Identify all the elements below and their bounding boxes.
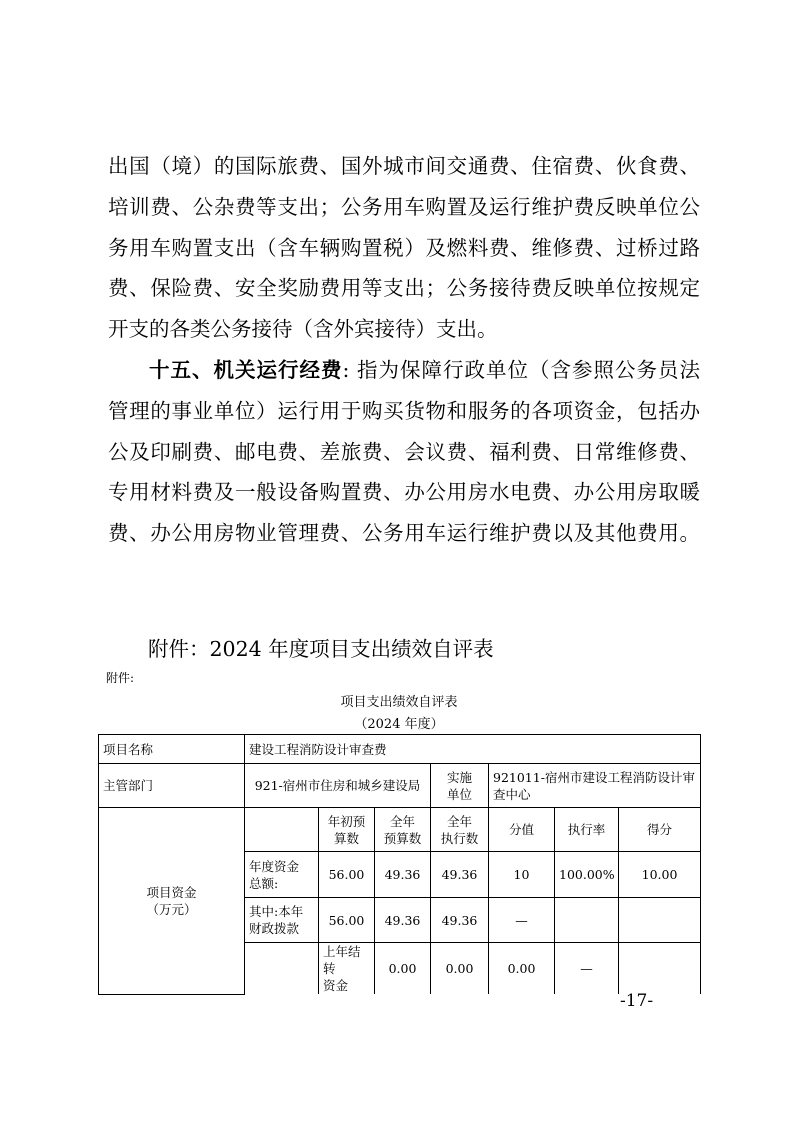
- page-number: -17-: [620, 991, 654, 1011]
- table-cell: 49.36: [375, 852, 431, 898]
- attachment-title: 附件：2024 年度项目支出绩效自评表: [148, 637, 494, 661]
- text-line: 费、办公用房物业管理费、公务用车运行维护费以及其他费用。: [108, 521, 700, 546]
- table-cell: 56.00: [319, 852, 375, 898]
- header-cell: [245, 808, 319, 852]
- table-title: 项目支出绩效自评表: [340, 695, 458, 710]
- section-15-paragraph: [108, 350, 700, 554]
- row-label: 其中:本年 财政拨款: [245, 898, 319, 943]
- text-line: 开支的各类公务接待（含外宾接待）支出。: [108, 317, 498, 342]
- impl-label: 实施 单位: [431, 764, 489, 808]
- project-name-value: 建设工程消防设计审查费: [245, 735, 701, 764]
- section-15-heading: 十五、机关运行经费: [149, 358, 343, 382]
- table-cell: [619, 943, 701, 995]
- header-cell: 年初预 算数: [319, 808, 375, 852]
- table-cell: 0.00: [431, 943, 489, 995]
- table-cell: [555, 898, 619, 943]
- text-line: 专用材料费及一般设备购置费、办公用房水电费、办公用房取暖: [108, 480, 700, 505]
- dept-label: 主管部门: [99, 764, 245, 808]
- text-line: 费、保险费、安全奖励费用等支出；公务接待费反映单位按规定: [108, 276, 700, 301]
- table-row: [99, 735, 701, 764]
- dept-value: 921-宿州市住房和城乡建设局: [245, 764, 431, 808]
- funds-label: 项目资金 （万元）: [99, 808, 245, 995]
- attachment-label: 附件:: [106, 671, 135, 685]
- header-cell: 全年 预算数: [375, 808, 431, 852]
- header-cell: 分值: [489, 808, 555, 852]
- text-line: 出国（境）的国际旅费、国外城市间交通费、住宿费、伙食费、: [108, 154, 700, 178]
- header-cell: 执行率: [555, 808, 619, 852]
- performance-table: [98, 734, 701, 995]
- project-name-label: 项目名称: [99, 735, 245, 764]
- section-15-lead-text: : 指为保障行政单位（含参照公务员法: [342, 358, 700, 382]
- row-label: 上年结转 资金: [319, 943, 375, 995]
- table-cell: —: [555, 943, 619, 995]
- table-cell: 100.00%: [555, 852, 619, 898]
- table-year: （2024 年度）: [354, 717, 444, 732]
- header-cell: 全年 执行数: [431, 808, 489, 852]
- table-cell: 10: [489, 852, 555, 898]
- table-cell: 0.00: [489, 943, 555, 995]
- table-cell: 49.36: [431, 852, 489, 898]
- table-cell: 49.36: [431, 898, 489, 943]
- header-cell: 得分: [619, 808, 701, 852]
- table-cell: 49.36: [375, 898, 431, 943]
- text-line: 管理的事业单位）运行用于购买货物和服务的各项资金，包括办: [108, 398, 700, 423]
- text-line: 公及印刷费、邮电费、差旅费、会议费、福利费、日常维修费、: [108, 439, 700, 464]
- table-cell: 56.00: [319, 898, 375, 943]
- table-cell: 10.00: [619, 852, 701, 898]
- table-cell: [619, 898, 701, 943]
- row-label: 年度资金 总额:: [245, 852, 319, 898]
- text-line: 培训费、公杂费等支出；公务用车购置及运行维护费反映单位公: [108, 194, 700, 219]
- body-paragraph-1: [108, 146, 700, 350]
- table-cell: —: [489, 898, 555, 943]
- text-line: 务用车购置支出（含车辆购置税）及燃料费、维修费、过桥过路: [108, 235, 700, 260]
- impl-value: 921011-宿州市建设工程消防设计审查中心: [489, 764, 701, 808]
- table-row: [99, 808, 701, 852]
- table-row: [99, 764, 701, 808]
- section-15-first-line: [108, 350, 700, 391]
- table-cell: 0.00: [375, 943, 431, 995]
